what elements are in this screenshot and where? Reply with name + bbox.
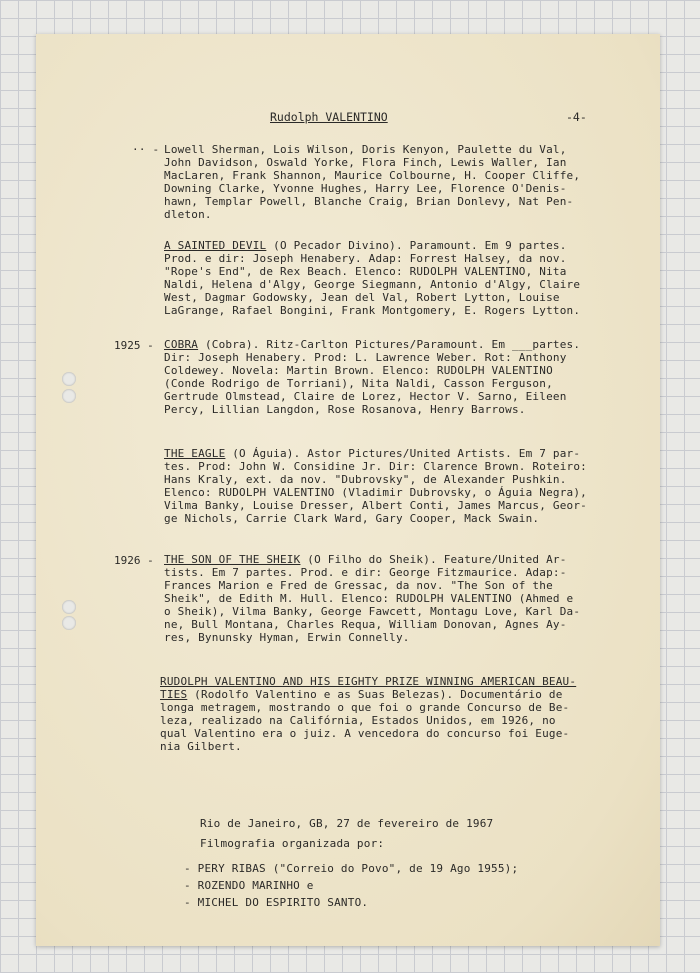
text-line: Prod. e dir: Joseph Henabery. Adap: Forrest Halsey, da nov. (164, 252, 567, 265)
text-line: Percy, Lillian Langdon, Rose Rosanova, Henry Barrows. (164, 403, 526, 416)
text-line: A SAINTED DEVIL (O Pecador Divino). Paramount. Em 9 partes. (164, 239, 567, 252)
film-title: THE EAGLE (164, 447, 226, 460)
text-line: Frances Marion e Fred de Gressac, da nov. "The Son of the (164, 579, 553, 592)
text-line: John Davidson, Oswald Yorke, Flora Finch, Lewis Waller, Ian (164, 156, 567, 169)
text-line: THE SON OF THE SHEIK (O Filho do Sheik). Feature/United Ar- (164, 553, 567, 566)
text-line: hawn, Templar Powell, Blanche Craig, Brian Donlevy, Nat Pen- (164, 195, 574, 208)
place-date: Rio de Janeiro, GB, 27 de fevereiro de 1967 (200, 817, 494, 830)
organized-by: Filmografia organizada por: (200, 837, 385, 850)
text-line: dleton. (164, 208, 212, 221)
credit-line: - ROZENDO MARINHO e (184, 879, 314, 892)
text-line: o Sheik), Vilma Banky, George Fawcett, Montagu Love, Karl Da- (164, 605, 581, 618)
margin-mark: ·· - (132, 143, 160, 156)
typed-document-page (36, 34, 660, 946)
text-line: leza, realizado na Califórnia, Estados Unidos, em 1926, no (160, 714, 556, 727)
text-line: West, Dagmar Godowsky, Jean del Val, Robert Lytton, Louise (164, 291, 560, 304)
text-line: Downing Clarke, Yvonne Hughes, Harry Lee, Florence O'Denis- (164, 182, 567, 195)
film-title: A SAINTED DEVIL (164, 239, 267, 252)
text-line: tes. Prod: John W. Considine Jr. Dir: Clarence Brown. Roteiro: (164, 460, 587, 473)
text-line: Lowell Sherman, Lois Wilson, Doris Kenyon, Paulette du Val, (164, 143, 567, 156)
film-title: TIES (160, 688, 188, 701)
text-line: res, Bynunsky Hyman, Erwin Connelly. (164, 631, 410, 644)
text-line: Hans Kraly, ext. da nov. "Dubrovsky", de Alexander Pushkin. (164, 473, 567, 486)
text-line: Gertrude Olmstead, Claire de Lorez, Hector V. Sarno, Eileen (164, 390, 567, 403)
text-line: "Rope's End", de Rex Beach. Elenco: RUDOLPH VALENTINO, Nita (164, 265, 567, 278)
text-line: Naldi, Helena d'Algy, George Siegmann, Antonio d'Algy, Claire (164, 278, 581, 291)
text-line: TIES (Rodolfo Valentino e as Suas Belezas). Documentário de (160, 688, 563, 701)
year-label: 1926 - (114, 554, 154, 567)
film-title: THE SON OF THE SHEIK (164, 553, 301, 566)
punch-hole (62, 600, 76, 614)
document-title: Rudolph VALENTINO (270, 110, 388, 124)
text-line: Dir: Joseph Henabery. Prod: L. Lawrence Weber. Rot: Anthony (164, 351, 567, 364)
text-line: Coldewey. Novela: Martin Brown. Elenco: RUDOLPH VALENTINO (164, 364, 553, 377)
text-line: MacLaren, Frank Shannon, Maurice Colbourne, H. Cooper Cliffe, (164, 169, 581, 182)
text-line: tists. Em 7 partes. Prod. e dir: George Fitzmaurice. Adap:- (164, 566, 567, 579)
punch-hole (62, 616, 76, 630)
page-number: -4- (566, 110, 587, 124)
punch-hole (62, 389, 76, 403)
year-label: 1925 - (114, 339, 154, 352)
text-line: COBRA (Cobra). Ritz-Carlton Pictures/Paramount. Em ___partes. (164, 338, 581, 351)
text-line: qual Valentino era o juiz. A vencedora do concurso foi Euge- (160, 727, 570, 740)
text-line: Elenco: RUDOLPH VALENTINO (Vladimir Dubrovsky, o Águia Negra), (164, 486, 587, 499)
text-line: Vilma Banky, Louise Dresser, Albert Conti, James Marcus, Geor- (164, 499, 587, 512)
film-title: RUDOLPH VALENTINO AND HIS EIGHTY PRIZE WINNING AMERICAN BEAU- (160, 675, 577, 688)
text-line: LaGrange, Rafael Bongini, Frank Montgomery, E. Rogers Lytton. (164, 304, 581, 317)
text-line: Sheik", de Edith M. Hull. Elenco: RUDOLPH VALENTINO (Ahmed e (164, 592, 574, 605)
credit-line: - MICHEL DO ESPIRITO SANTO. (184, 896, 369, 909)
text-line: ge Nichols, Carrie Clark Ward, Gary Cooper, Mack Swain. (164, 512, 540, 525)
text-line: longa metragem, mostrando o que foi o grande Concurso de Be- (160, 701, 570, 714)
punch-hole (62, 372, 76, 386)
film-title: COBRA (164, 338, 199, 351)
text-line: (Conde Rodrigo de Torriani), Nita Naldi, Casson Ferguson, (164, 377, 553, 390)
text-line: ne, Bull Montana, Charles Requa, William Donovan, Agnes Ay- (164, 618, 567, 631)
text-line: nia Gilbert. (160, 740, 242, 753)
text-line: THE EAGLE (O Águia). Astor Pictures/United Artists. Em 7 par- (164, 447, 581, 460)
credit-line: - PERY RIBAS ("Correio do Povo", de 19 Ago 1955); (184, 862, 519, 875)
